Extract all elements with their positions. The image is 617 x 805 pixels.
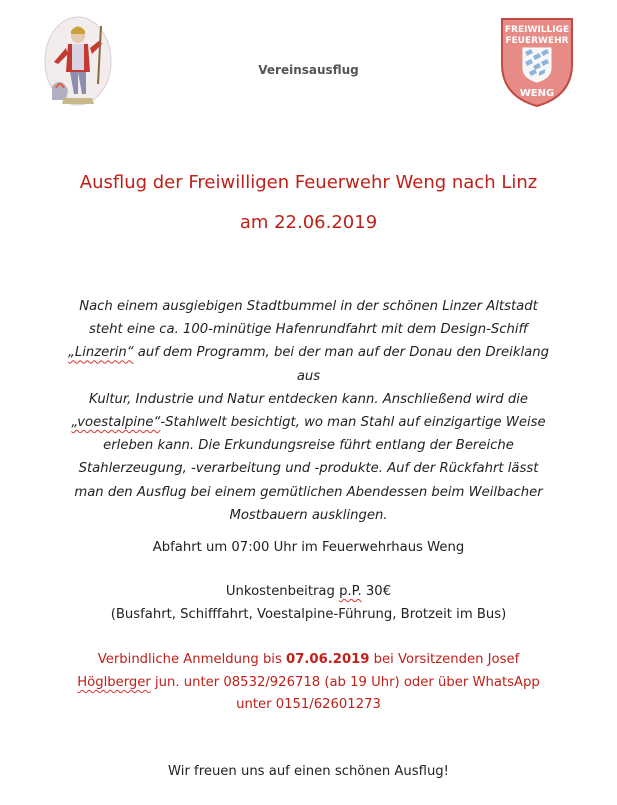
fire-department-shield-logo (499, 16, 575, 108)
closing-line: Wir freuen uns auf einen schönen Ausflug! (168, 764, 449, 779)
cost-per-person: p.P. (339, 584, 362, 599)
description-text: auf dem Programm, bei der man auf der Donau den Dreiklang aus (133, 345, 549, 384)
logo-text-line1: FREIWILLIGE (504, 25, 570, 35)
contact-name: Höglberger (77, 675, 151, 690)
departure-info: Abfahrt um 07:00 Uhr im Feuerwehrhaus Weng (152, 540, 465, 555)
description-text: -Stahlwelt besichtigt, wo man Stahl auf einzigartige Weise (160, 415, 546, 431)
cost-label: Unkostenbeitrag (225, 584, 340, 599)
header-label: Vereinsausflug (258, 63, 359, 77)
cost-details: (Busfahrt, Schifffahrt, Voestalpine-Führung, Brotzeit im Bus) (110, 607, 507, 622)
description-line: steht eine ca. 100-minütige Hafenrundfahrt mit dem Design-Schiff (88, 322, 529, 338)
logo-text-weng: WENG (519, 88, 555, 99)
logo-text-line2: FEUERWEHR (505, 36, 569, 46)
registration-text: bei Vorsitzenden Josef (369, 652, 520, 667)
registration-line-1 (0, 652, 617, 667)
cost-amount: 30€ (361, 584, 392, 599)
saint-florian-logo (42, 14, 114, 108)
registration-deadline: 07.06.2019 (286, 652, 370, 667)
description-line: erleben kann. Die Erkundungsreise führt entlang der Bereiche (103, 438, 514, 454)
cost-info (0, 584, 617, 599)
ship-name: „Linzerin“ (68, 345, 134, 361)
description-line: Kultur, Industrie und Natur entdecken kann. Anschließend wird die (89, 391, 528, 407)
description-line: Nach einem ausgiebigen Stadtbummel in der schönen Linzer Altstadt (79, 299, 538, 314)
page-title: Ausflug der Freiwilligen Feuerwehr Weng nach Linz (79, 172, 538, 193)
registration-text: jun. unter 08532/926718 (ab 19 Uhr) oder über WhatsApp (150, 675, 540, 690)
registration-line-2 (0, 675, 617, 690)
description-line: Mostbauern ausklingen. (229, 507, 388, 523)
registration-text: Verbindliche Anmeldung bis (97, 652, 287, 667)
description-line: man den Ausflug bei einem gemütlichen Abendessen beim Weilbacher (74, 484, 543, 500)
description-line (60, 341, 557, 387)
description-line (60, 411, 557, 434)
company-name: „voestalpine“ (71, 415, 161, 431)
registration-line-3: unter 0151/62601273 (236, 697, 381, 712)
description-paragraph (60, 295, 557, 527)
description-line: Stahlerzeugung, -verarbeitung und -produkte. Auf der Rückfahrt lässt (78, 461, 539, 477)
event-date: am 22.06.2019 (239, 212, 378, 233)
